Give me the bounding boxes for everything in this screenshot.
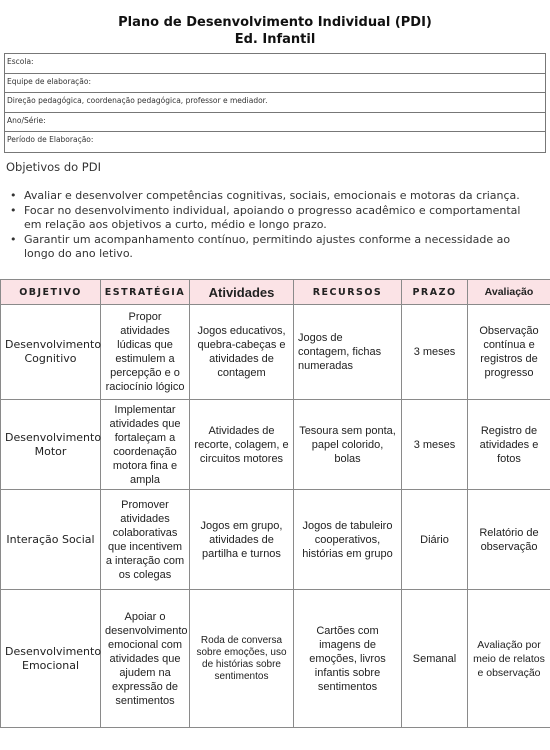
bullet-icon: •: [10, 233, 17, 246]
cell-atividades: Roda de conversa sobre emoções, uso de histórias sobre sentimentos: [190, 590, 294, 728]
field-ano-serie[interactable]: Ano/Série:: [5, 113, 545, 133]
cell-avaliacao: Registro de atividades e fotos: [468, 400, 550, 490]
table-header-row: [1, 280, 550, 305]
cell-avaliacao: Observação contínua e registros de progresso: [468, 305, 550, 400]
cell-objetivo: Desenvolvimento Motor: [1, 400, 101, 490]
cell-prazo: 3 meses: [402, 400, 468, 490]
table-row: [1, 305, 550, 400]
field-direcao[interactable]: Direção pedagógica, coordenação pedagógica, professor e mediador.: [5, 93, 545, 113]
bullet-icon: •: [10, 189, 17, 202]
cell-atividades: Jogos educativos, quebra-cabeças e atividades de contagem: [190, 305, 294, 400]
cell-atividades: Atividades de recorte, colagem, e circuitos motores: [190, 400, 294, 490]
cell-recursos: Cartões com imagens de emoções, livros infantis sobre sentimentos: [294, 590, 402, 728]
bullet-icon: •: [10, 204, 17, 217]
cell-objetivo: Desenvolvimento Emocional: [1, 590, 101, 728]
cell-estrategia: Propor atividades lúdicas que estimulem a percepção e o raciocínio lógico: [101, 305, 190, 400]
cell-recursos: Jogos de tabuleiro cooperativos, histórias em grupo: [294, 490, 402, 590]
objective-item: • Avaliar e desenvolver competências cognitivas, sociais, emocionais e motoras da criança.: [10, 189, 520, 202]
info-form: [4, 53, 546, 153]
header-estrategia: ESTRATÉGIA: [101, 280, 190, 305]
header-atividades: Atividades: [190, 280, 294, 305]
header-recursos: RECURSOS: [294, 280, 402, 305]
objective-item: • Focar no desenvolvimento individual, apoiando o progresso acadêmico e comportamental em relação aos objetivos a curto, médio e longo prazo.: [10, 204, 521, 231]
cell-avaliacao: Relatório de observação: [468, 490, 550, 590]
pdi-table: [0, 279, 550, 728]
title-main: Plano de Desenvolvimento Individual (PDI): [118, 15, 432, 30]
table-row: [1, 490, 550, 590]
title-sub: Ed. Infantil: [234, 32, 316, 47]
cell-estrategia: Implementar atividades que fortaleçam a coordenação motora fina e ampla: [101, 400, 190, 490]
header-prazo: PRAZO: [402, 280, 468, 305]
cell-recursos: Jogos de contagem, fichas numeradas: [294, 305, 402, 400]
cell-estrategia: Apoiar o desenvolvimento emocional com atividades que ajudem na expressão de sentimentos: [101, 590, 190, 728]
field-escola[interactable]: Escola:: [5, 54, 545, 74]
cell-prazo: Semanal: [402, 590, 468, 728]
cell-estrategia: Promover atividades colaborativas que incentivem a interação com os colegas: [101, 490, 190, 590]
document-title: [0, 14, 550, 48]
cell-objetivo: Interação Social: [1, 490, 101, 590]
field-periodo[interactable]: Período de Elaboração:: [7, 135, 94, 145]
field-equipe[interactable]: Equipe de elaboração:: [5, 74, 545, 94]
cell-objetivo: Desenvolvimento Cognitivo: [1, 305, 101, 400]
header-objetivo: OBJETIVO: [1, 280, 101, 305]
cell-prazo: 3 meses: [402, 305, 468, 400]
table-row: [1, 400, 550, 490]
header-avaliacao: Avaliação: [468, 280, 550, 305]
objectives-heading: Objetivos do PDI: [6, 160, 101, 174]
table-row: [1, 590, 550, 728]
cell-atividades: Jogos em grupo, atividades de partilha e turnos: [190, 490, 294, 590]
cell-recursos: Tesoura sem ponta, papel colorido, bolas: [294, 400, 402, 490]
objectives-list: [10, 189, 534, 262]
cell-avaliacao: Avaliação por meio de relatos e observação: [468, 590, 550, 728]
cell-prazo: Diário: [402, 490, 468, 590]
objective-item: • Garantir um acompanhamento contínuo, permitindo ajustes conforme a necessidade ao longo do ano letivo.: [10, 233, 511, 260]
